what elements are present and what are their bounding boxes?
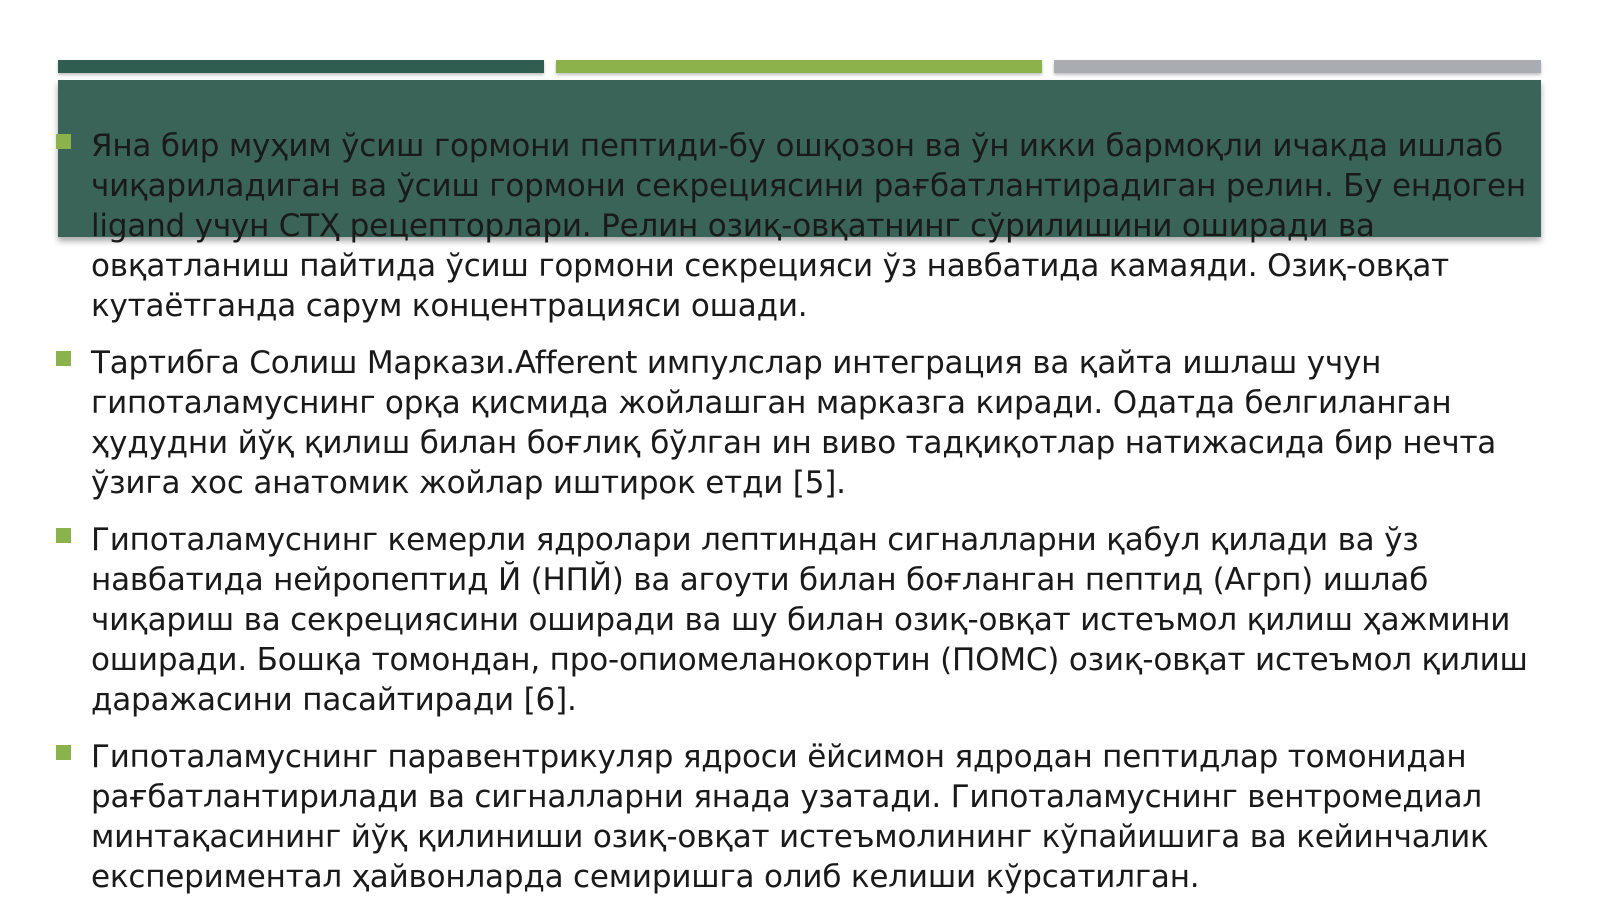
square-bullet-icon: [56, 528, 71, 543]
bullet-item: [52, 520, 1552, 720]
bullet-item: [52, 737, 1552, 897]
bullet-text: Яна бир муҳим ўсиш гормони пептиди-бу ошқозон ва ўн икки бармоқли ичакда ишлаб чиқариладиган ва ўсиш гормони секрециясини рағбатлантирадиган релин. Бу ендоген ligand учун СТҲ рецепторлари. Релин озиқ-овқатнинг сўрилишини оширади ва овқатланиш пайтида ўсиш гормони секрецияси ўз навбатида камаяди. Озиқ-овқат кутаётганда сарум концентрацияси ошади.: [91, 128, 1526, 324]
accent-bar-gray: [1054, 60, 1541, 73]
accent-bar-light-green: [556, 60, 1042, 73]
accent-bar-dark-green: [58, 60, 544, 73]
bullet-item: [52, 126, 1552, 326]
bullet-list: [52, 126, 1552, 914]
bullet-text: Гипоталамуснинг паравентрикуляр ядроси ёйсимон ядродан пептидлар томонидан рағбатлантирилади ва сигналларни янада узатади. Гипоталамуснинг вентромедиал минтақасининг йўқ қилиниши озиқ-овқат истеъмолининг кўпайишига ва кейинчалик експериментал ҳайвонларда семиришга олиб келиши кўрсатилган.: [91, 739, 1489, 895]
square-bullet-icon: [56, 745, 71, 760]
bullet-item: [52, 343, 1552, 503]
bullet-text: Гипоталамуснинг кемерли ядролари лептиндан сигналларни қабул қилади ва ўз навбатида нейропептид Й (НПЙ) ва агоути билан боғланган пептид (Агрп) ишлаб чиқариш ва секрециясини оширади ва шу билан озиқ-овқат истеъмол қилиш ҳажмини оширади. Бошқа томондан, про-опиомеланокортин (ПОМС) озиқ-овқат истеъмол қилиш даражасини пасайтиради [6].: [91, 522, 1528, 718]
bullet-text: Тартибга Солиш Маркази.Afferent импулслар интеграция ва қайта ишлаш учун гипоталамуснинг орқа қисмида жойлашган марказга киради. Одатда белгиланган ҳудудни йўқ қилиш билан боғлиқ бўлган ин виво тадқиқотлар натижасида бир нечта ўзига хос анатомик жойлар иштирок етди [5].: [91, 345, 1497, 501]
square-bullet-icon: [56, 351, 71, 366]
square-bullet-icon: [56, 134, 71, 149]
